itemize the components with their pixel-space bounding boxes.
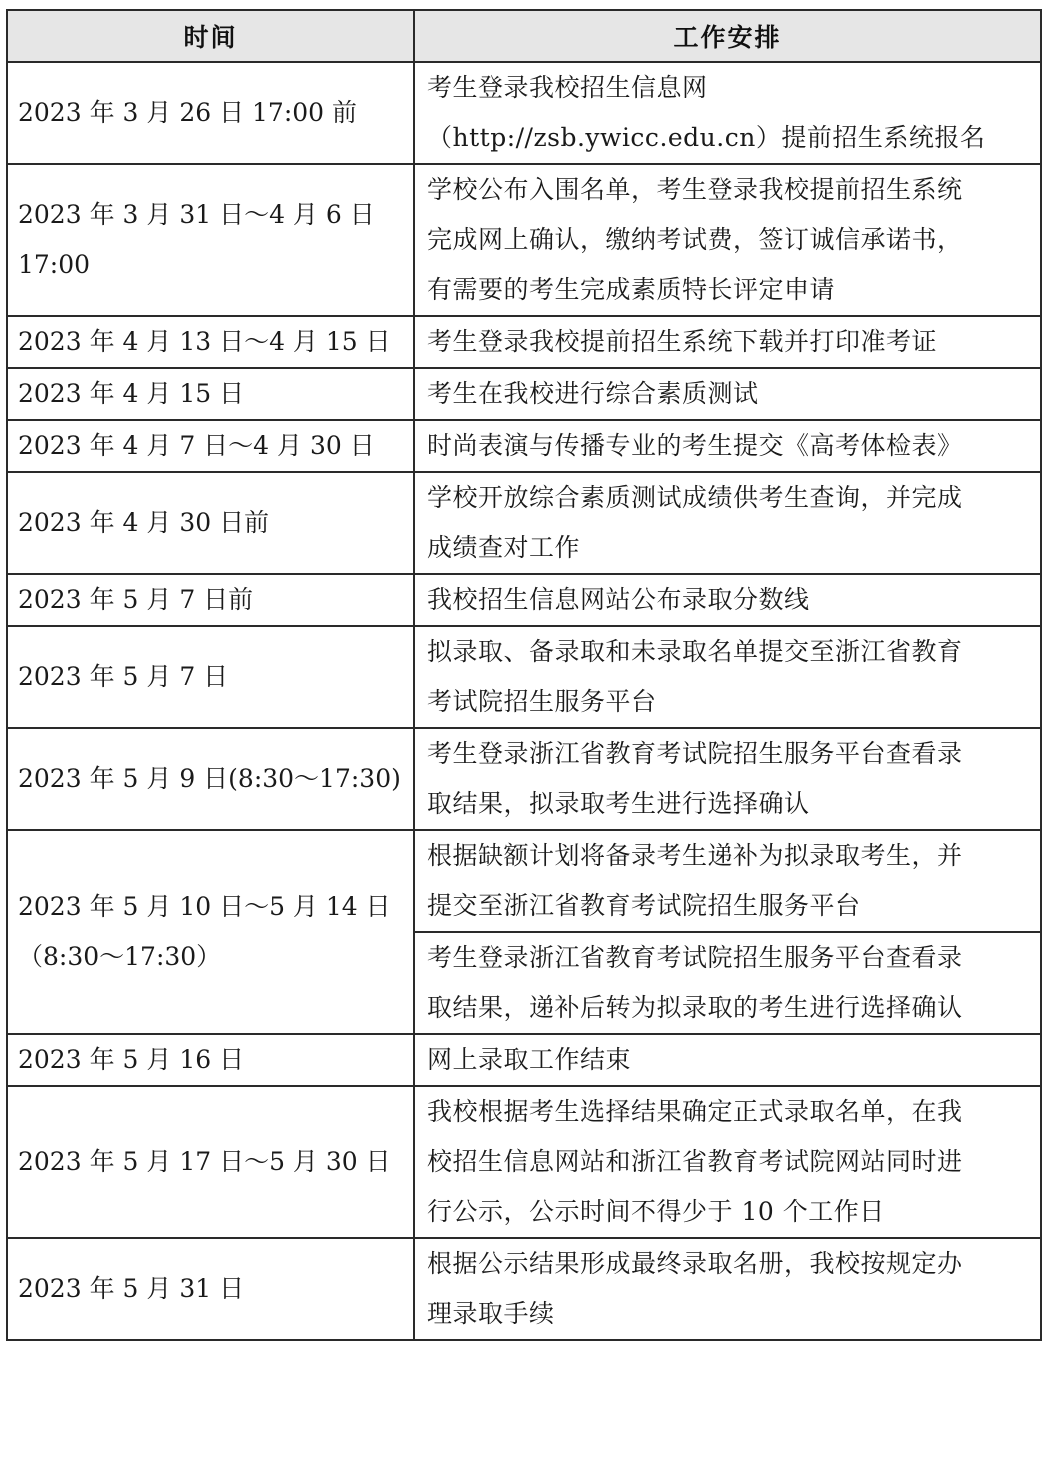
task-cell bbox=[414, 1034, 1041, 1086]
time-cell bbox=[7, 368, 414, 420]
task-text: 考生登录浙江省教育考试院招生服务平台查看录 bbox=[427, 739, 963, 768]
time-cell bbox=[7, 574, 414, 626]
table-row bbox=[7, 1034, 1041, 1086]
table-row bbox=[7, 420, 1041, 472]
task-cell bbox=[414, 728, 1041, 830]
task-text: （http://zsb.ywicc.edu.cn）提前招生系统报名 bbox=[427, 123, 986, 152]
table-row bbox=[7, 574, 1041, 626]
time-text: （8:30～17:30） bbox=[18, 942, 222, 971]
time-cell bbox=[7, 1034, 414, 1086]
task-cell bbox=[414, 472, 1041, 574]
task-text: 我校根据考生选择结果确定正式录取名单，在我 bbox=[427, 1097, 963, 1126]
task-text: 时尚表演与传播专业的考生提交《高考体检表》 bbox=[427, 431, 963, 460]
task-text: 校招生信息网站和浙江省教育考试院网站同时进 bbox=[427, 1147, 963, 1176]
time-text: 2023 年 5 月 31 日 bbox=[18, 1274, 245, 1303]
table-row bbox=[7, 1238, 1041, 1340]
task-text: 考生在我校进行综合素质测试 bbox=[427, 379, 759, 408]
table-row bbox=[7, 368, 1041, 420]
time-text: 2023 年 4 月 7 日～4 月 30 日 bbox=[18, 431, 375, 460]
time-text: 2023 年 5 月 17 日～5 月 30 日 bbox=[18, 1147, 391, 1176]
schedule-document bbox=[6, 9, 1040, 1341]
time-text: 2023 年 5 月 16 日 bbox=[18, 1045, 245, 1074]
task-cell bbox=[414, 932, 1041, 1034]
time-text: 2023 年 4 月 30 日前 bbox=[18, 508, 270, 537]
schedule-table bbox=[6, 9, 1042, 1341]
table-row bbox=[7, 316, 1041, 368]
task-text: 学校开放综合素质测试成绩供考生查询，并完成 bbox=[427, 483, 963, 512]
task-text: 我校招生信息网站公布录取分数线 bbox=[427, 585, 810, 614]
time-text: 17:00 bbox=[18, 250, 91, 279]
task-text: 根据缺额计划将备录考生递补为拟录取考生，并 bbox=[427, 841, 963, 870]
task-cell bbox=[414, 574, 1041, 626]
task-cell bbox=[414, 1238, 1041, 1340]
table-header-row bbox=[7, 10, 1041, 62]
table-row bbox=[7, 164, 1041, 316]
task-text: 取结果，递补后转为拟录取的考生进行选择确认 bbox=[427, 993, 963, 1022]
header-time: 时间 bbox=[7, 10, 414, 62]
table-row bbox=[7, 472, 1041, 574]
time-cell bbox=[7, 626, 414, 728]
table-row bbox=[7, 1086, 1041, 1238]
task-cell bbox=[414, 164, 1041, 316]
task-text: 理录取手续 bbox=[427, 1299, 555, 1328]
task-text: 完成网上确认，缴纳考试费，签订诚信承诺书， bbox=[427, 225, 963, 254]
task-text: 根据公示结果形成最终录取名册，我校按规定办 bbox=[427, 1249, 963, 1278]
time-text: 2023 年 5 月 9 日(8:30～17:30) bbox=[18, 764, 401, 793]
time-text: 2023 年 4 月 15 日 bbox=[18, 379, 245, 408]
task-text: 考生登录浙江省教育考试院招生服务平台查看录 bbox=[427, 943, 963, 972]
table-row bbox=[7, 830, 1041, 932]
task-cell bbox=[414, 626, 1041, 728]
task-text: 有需要的考生完成素质特长评定申请 bbox=[427, 275, 836, 304]
task-cell bbox=[414, 62, 1041, 164]
header-task: 工作安排 bbox=[414, 10, 1041, 62]
task-text: 考生登录我校提前招生系统下载并打印准考证 bbox=[427, 327, 938, 356]
task-cell bbox=[414, 1086, 1041, 1238]
table-row bbox=[7, 728, 1041, 830]
time-text: 2023 年 5 月 7 日 bbox=[18, 662, 229, 691]
time-text: 2023 年 4 月 13 日～4 月 15 日 bbox=[18, 327, 391, 356]
time-cell bbox=[7, 420, 414, 472]
time-text: 2023 年 3 月 26 日 17:00 前 bbox=[18, 98, 358, 127]
task-cell bbox=[414, 368, 1041, 420]
table-row bbox=[7, 62, 1041, 164]
time-cell bbox=[7, 728, 414, 830]
time-cell bbox=[7, 62, 414, 164]
time-cell bbox=[7, 830, 414, 1034]
task-text: 考生登录我校招生信息网 bbox=[427, 73, 708, 102]
task-text: 网上录取工作结束 bbox=[427, 1045, 632, 1074]
time-cell bbox=[7, 472, 414, 574]
time-cell bbox=[7, 164, 414, 316]
task-text: 行公示，公示时间不得少于 10 个工作日 bbox=[427, 1197, 885, 1226]
time-text: 2023 年 5 月 7 日前 bbox=[18, 585, 254, 614]
time-cell bbox=[7, 1086, 414, 1238]
table-row bbox=[7, 626, 1041, 728]
task-cell bbox=[414, 316, 1041, 368]
time-cell bbox=[7, 316, 414, 368]
task-cell bbox=[414, 830, 1041, 932]
task-text: 拟录取、备录取和未录取名单提交至浙江省教育 bbox=[427, 637, 963, 666]
task-text: 提交至浙江省教育考试院招生服务平台 bbox=[427, 891, 861, 920]
task-cell bbox=[414, 420, 1041, 472]
task-text: 考试院招生服务平台 bbox=[427, 687, 657, 716]
task-text: 成绩查对工作 bbox=[427, 533, 581, 562]
task-text: 取结果，拟录取考生进行选择确认 bbox=[427, 789, 810, 818]
task-text: 学校公布入围名单，考生登录我校提前招生系统 bbox=[427, 175, 963, 204]
time-cell bbox=[7, 1238, 414, 1340]
table-body bbox=[7, 62, 1041, 1340]
time-text: 2023 年 5 月 10 日～5 月 14 日 bbox=[18, 892, 391, 921]
time-text: 2023 年 3 月 31 日～4 月 6 日 bbox=[18, 200, 375, 229]
